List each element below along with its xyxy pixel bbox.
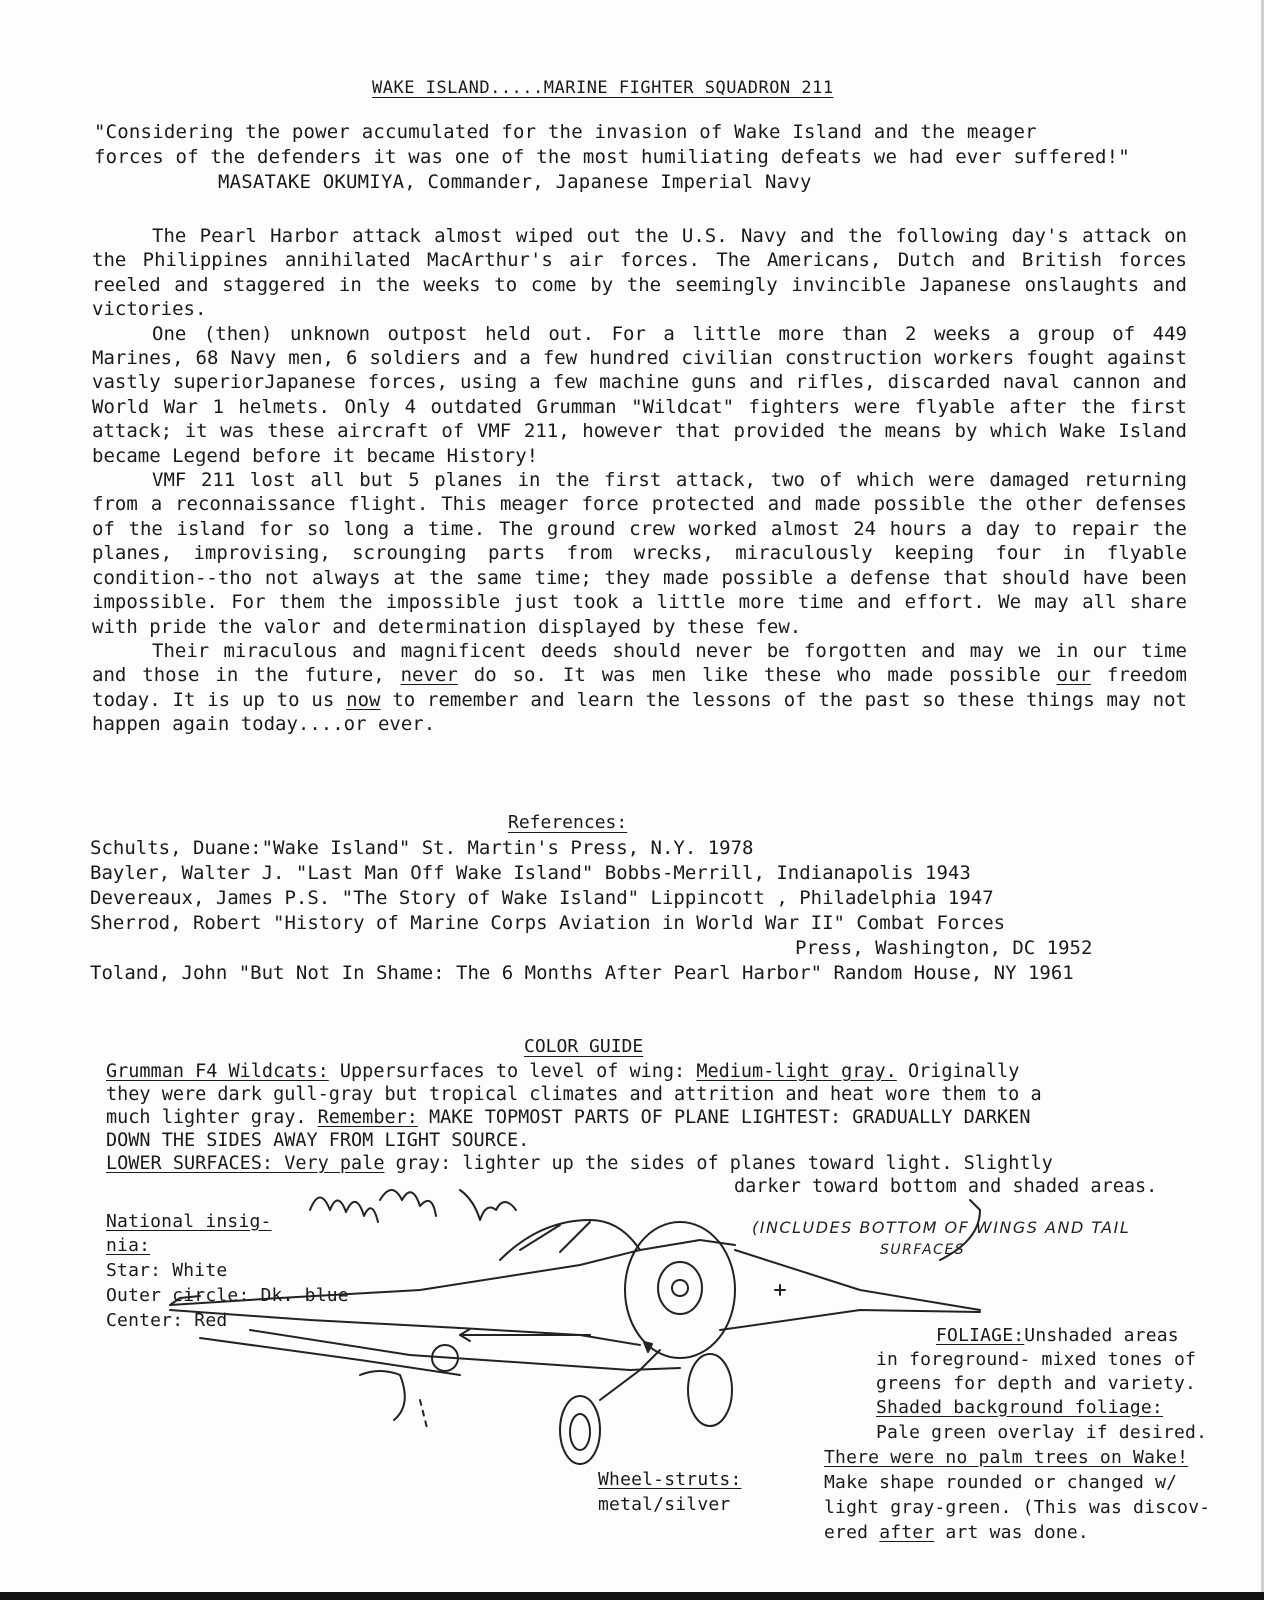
- reference-item: Devereaux, James P.S. "The Story of Wake Island" Lippincott , Philadelphia 1947: [90, 887, 994, 909]
- palm-line-4: [824, 1521, 1089, 1545]
- color-guide-heading: COLOR GUIDE: [524, 1036, 644, 1057]
- p4-now: now: [346, 688, 381, 711]
- page-title: WAKE ISLAND.....MARINE FIGHTER SQUADRON 211: [372, 78, 834, 98]
- p4-text-a: Their miraculous and magnificent deeds should never be forgotten and may we in our time and those in the future,: [92, 639, 1187, 687]
- wheel-label-text: Wheel-struts:: [598, 1469, 742, 1490]
- foliage-label: FOLIAGE:: [936, 1325, 1025, 1346]
- insignia-label-1: National insig-: [106, 1211, 272, 1232]
- palm-line-3: light gray-green. (This was discov-: [824, 1497, 1211, 1518]
- shaded-text: Pale green overlay if desired.: [876, 1422, 1208, 1443]
- palm-line-1: [824, 1446, 1188, 1470]
- lower-text: gray: lighter up the sides of planes toward light. Slightly: [384, 1153, 1053, 1174]
- cg-line-6: darker toward bottom and shaded areas.: [734, 1176, 1158, 1197]
- cg-line-2: they were dark gull-gray but tropical climates and attrition and heat wore them to a: [106, 1084, 1042, 1105]
- insignia-outer: Outer circle: Dk. blue: [106, 1285, 349, 1306]
- palm-line-4a: ered: [824, 1522, 880, 1543]
- insignia-label-2-text: nia:: [106, 1235, 151, 1256]
- reference-item: Sherrod, Robert "History of Marine Corps Aviation in World War II" Combat Forces: [90, 912, 1006, 934]
- foliage-line-3: greens for depth and variety.: [876, 1373, 1197, 1394]
- palm-line-2: Make shape rounded or changed w/: [824, 1472, 1178, 1493]
- wildcats-text: Uppersurfaces to level of wing:: [328, 1061, 697, 1082]
- body-text: [92, 224, 1187, 737]
- cg-line-3a: much lighter gray.: [106, 1107, 318, 1128]
- palm-after: after: [879, 1522, 935, 1543]
- scan-edge-bottom: [0, 1592, 1264, 1600]
- handwritten-note-2: SURFACES: [880, 1242, 966, 1258]
- reference-item: Press, Washington, DC 1952: [795, 937, 1093, 959]
- reference-item: Schults, Duane:"Wake Island" St. Martin's Press, N.Y. 1978: [90, 837, 754, 859]
- shaded-label-text: Shaded background foliage:: [876, 1397, 1163, 1418]
- palm-line-1-text: There were no palm trees on Wake!: [824, 1447, 1189, 1468]
- handwritten-note-1: (INCLUDES BOTTOM OF WINGS AND TAIL: [752, 1218, 1131, 1237]
- cg-line-3b: MAKE TOPMOST PARTS OF PLANE LIGHTEST: GRADUALLY DARKEN: [417, 1107, 1031, 1128]
- p4-never: never: [400, 664, 458, 687]
- foliage-text-1: Unshaded areas: [1024, 1325, 1179, 1346]
- quote-line-2: forces of the defenders it was one of the most humiliating defeats we had ever suffered!": [94, 146, 1130, 168]
- paragraph-4: [92, 639, 1187, 737]
- p4-text-d: to remember and learn the lessons of the past so these things may not happen again today....or ever.: [92, 688, 1187, 736]
- remember-label: Remember:: [317, 1107, 418, 1128]
- paragraph-1: The Pearl Harbor attack almost wiped out the U.S. Navy and the following day's attack on the Philippines annihilated MacArthur's air forces. The Americans, Dutch and British forces reeled and staggered in the weeks to come by the seemingly invincible Japanese onslaughts and victories.: [92, 225, 1187, 321]
- foliage-line-2: in foreground- mixed tones of: [876, 1349, 1197, 1370]
- p4-our: our: [1056, 664, 1091, 687]
- shaded-label: [876, 1396, 1163, 1420]
- quote-line-1: "Considering the power accumulated for the invasion of Wake Island and the meager: [94, 121, 1037, 143]
- insignia-label-2: [106, 1234, 150, 1258]
- quote-attribution: MASATAKE OKUMIYA, Commander, Japanese Imperial Navy: [218, 171, 812, 193]
- cg-line-4: DOWN THE SIDES AWAY FROM LIGHT SOURCE.: [106, 1130, 530, 1151]
- p4-text-c: freedom today. It is up to us: [92, 664, 1187, 711]
- paragraph-3: VMF 211 lost all but 5 planes in the first attack, two of which were damaged returning from a reconnaissance flight. This meager force protected and made possible the other defenses of the island for so long a time. The ground crew worked almost 24 hours a day to repair the planes, improvising, scrounging parts from wrecks, miraculously keeping four in flyable condition--tho not always at the same time; they made possible a defense that should have been impossible. For them the impossible just took a little more time and effort. We may all share with pride the valor and determination displayed by these few.: [92, 469, 1187, 638]
- palm-line-4b: art was done.: [934, 1522, 1089, 1543]
- reference-item: Bayler, Walter J. "Last Man Off Wake Island" Bobbs-Merrill, Indianapolis 1943: [90, 862, 971, 884]
- wildcats-label: Grumman F4 Wildcats:: [106, 1061, 329, 1082]
- wheel-label: [598, 1468, 741, 1492]
- wildcats-text-2: Originally: [896, 1061, 1020, 1082]
- lower-label: LOWER SURFACES:: [106, 1153, 274, 1174]
- cg-line-3: [106, 1106, 1181, 1129]
- p4-text-b: do so. It was men like these who made possible: [457, 664, 1057, 687]
- paragraph-2: One (then) unknown outpost held out. For a little more than 2 weeks a group of 449 Marines, 68 Navy men, 6 soldiers and a few hundred civilian construction workers fought against vastly superiorJapanese forces, using a few machine guns and rifles, discarded naval cannon and World War 1 helmets. Only 4 outdated Grumman "Wildcat" fighters were flyable after the first attack; it was these aircraft of VMF 211, however that provided the means by which Wake Island became Legend before it became History!: [92, 322, 1187, 467]
- insignia-star: Star: White: [106, 1260, 228, 1281]
- wheel-text: metal/silver: [598, 1494, 731, 1515]
- references-heading: References:: [508, 812, 628, 833]
- reference-item: Toland, John "But Not In Shame: The 6 Months After Pearl Harbor" Random House, NY 1961: [90, 962, 1074, 984]
- references-list: [90, 836, 1092, 986]
- insignia-center: Center: Red: [106, 1310, 228, 1331]
- lower-color: Very pale: [273, 1153, 385, 1174]
- wildcats-color: Medium-light gray.: [696, 1061, 897, 1082]
- foliage-line-1: [936, 1324, 1179, 1348]
- cg-line-1: [106, 1060, 1181, 1083]
